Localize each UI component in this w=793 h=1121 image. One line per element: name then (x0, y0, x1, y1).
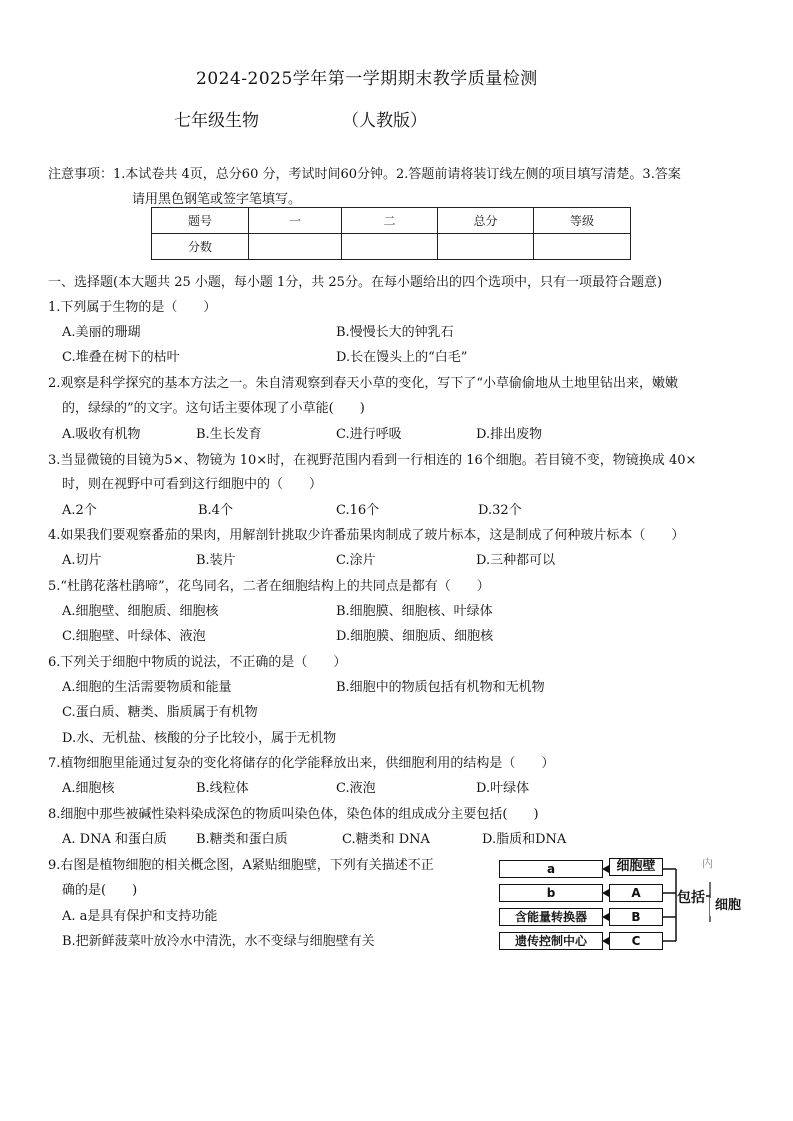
option-a: A.细胞核 (62, 781, 115, 796)
option-b: B.慢慢长大的钟乳石 (336, 325, 454, 340)
score-header-cell: 题号 (152, 208, 249, 234)
option-d: D.三种都可以 (476, 553, 556, 568)
option-b: B.糖类和蛋白质 (196, 832, 288, 847)
score-header-cell: 总分 (438, 208, 534, 234)
option-c: C.蛋白质、糖类、脂质属于有机物 (62, 705, 258, 720)
option-c: C.进行呼吸 (336, 427, 402, 442)
option-c: C.16个 (336, 503, 380, 518)
score-table-value-row (152, 234, 631, 260)
option-a: A.美丽的珊瑚 (62, 325, 141, 340)
diagram-node-b: b (499, 884, 603, 902)
question-stem: 5.“杜鹃花落杜鹃啼”，花鸟同名，二者在细胞结构上的共同点是都有（ ） (48, 579, 490, 594)
notice-line-1: 注意事项：1.本试卷共 4页，总分60 分，考试时间60分钟。2.答题前请将装订线左侧的项目填写清楚。3.答案 (48, 167, 681, 182)
question-stem: 9.右图是植物细胞的相关概念图，A紧贴细胞壁，下列有关描述不正 (48, 858, 434, 873)
option-d: D.叶绿体 (476, 781, 530, 796)
question-stem: 7.植物细胞里能通过复杂的变化将储存的化学能释放出来，供细胞利用的结构是（ ） (48, 756, 555, 771)
option-a: A. a是具有保护和支持功能 (62, 909, 218, 924)
score-input-cell[interactable] (438, 234, 534, 260)
option-d: D.32个 (478, 503, 522, 518)
option-c: C.液泡 (336, 781, 376, 796)
score-header-cell: 等级 (534, 208, 631, 234)
option-d: D.水、无机盐、核酸的分子比较小，属于无机物 (62, 731, 337, 746)
option-a: A.2个 (62, 503, 97, 518)
option-b: B.细胞膜、细胞核、叶绿体 (336, 604, 493, 619)
option-b: B.生长发育 (196, 427, 262, 442)
option-c: C.糖类和 DNA (342, 832, 430, 847)
question-stem: 8.细胞中那些被碱性染料染成深色的物质叫染色体，染色体的组成成分主要包括( ) (48, 807, 539, 822)
diagram-node-a: a (499, 860, 603, 878)
diagram-node-cell: 细胞 (710, 898, 746, 916)
option-b: B.线粒体 (196, 781, 249, 796)
score-header-cell: 一 (249, 208, 342, 234)
question-stem-cont: 确的是( ) (62, 883, 138, 898)
question-stem-cont: 的，绿绿的”的文字。这句话主要体现了小草能( ) (62, 401, 365, 416)
score-input-cell[interactable] (249, 234, 342, 260)
score-row-label: 分数 (152, 234, 249, 260)
option-d: D.细胞膜、细胞质、细胞核 (336, 629, 494, 644)
diagram-node-genetic-center: 遗传控制中心 (499, 932, 603, 950)
option-b: B.装片 (196, 553, 236, 568)
diagram-node-A: A (609, 884, 663, 902)
question-stem: 6.下列关于细胞中物质的说法，不正确的是（ ） (48, 655, 347, 670)
option-d: D.长在馒头上的“白毛” (336, 350, 468, 365)
notice-line-2: 请用黑色钢笔或签字笔填写。 (132, 192, 302, 207)
cell-concept-diagram (496, 852, 756, 960)
exam-title: 2024-2025学年第一学期期末教学质量检测 (196, 69, 538, 89)
score-table (151, 207, 631, 260)
score-header-cell: 二 (342, 208, 438, 234)
option-a: A.细胞壁、细胞质、细胞核 (62, 604, 219, 619)
question-stem: 3.当显微镜的目镜为5×、物镜为 10×时，在视野范围内看到一行相连的 16个细胞。若目镜不变，物镜换成 40× (48, 453, 697, 468)
option-a: A.吸收有机物 (62, 427, 141, 442)
option-a: A.切片 (62, 553, 102, 568)
score-table-header-row (152, 208, 631, 234)
diagram-include-label: 包括 (677, 890, 705, 906)
diagram-scrap-text: 内 (702, 857, 713, 870)
score-input-cell[interactable] (342, 234, 438, 260)
diagram-node-cell-wall: 细胞壁 (609, 858, 663, 876)
option-d: D.排出废物 (476, 427, 543, 442)
option-c: C.细胞壁、叶绿体、液泡 (62, 629, 206, 644)
option-a: A.细胞的生活需要物质和能量 (62, 680, 232, 695)
option-b: B.4个 (198, 503, 233, 518)
diagram-node-B: B (609, 908, 663, 926)
option-c: C.堆叠在树下的枯叶 (62, 350, 180, 365)
option-d: D.脂质和DNA (482, 832, 567, 847)
option-b: B.细胞中的物质包括有机物和无机物 (336, 680, 545, 695)
grade-subject: 七年级生物 (174, 111, 259, 131)
diagram-node-energy-converter: 含能量转换器 (499, 908, 603, 926)
question-stem-cont: 时，则在视野中可看到这行细胞中的（ ） (62, 477, 323, 492)
section-heading: 一、选择题(本大题共 25 小题，每小题 1分，共 25分。在每小题给出的四个选项中，只有一项最符合题意) (48, 275, 663, 290)
question-stem: 2.观察是科学探究的基本方法之一。朱自清观察到春天小草的变化，写下了“小草偷偷地从土地里钻出来，嫩嫩 (48, 376, 679, 391)
score-input-cell[interactable] (534, 234, 631, 260)
diagram-node-C: C (609, 932, 663, 950)
question-stem: 1.下列属于生物的是（ ） (48, 300, 217, 315)
option-b: B.把新鲜菠菜叶放冷水中清洗，水不变绿与细胞壁有关 (62, 934, 375, 949)
edition-label: （人教版） (342, 111, 427, 131)
question-stem: 4.如果我们要观察番茄的果肉，用解剖针挑取少许番茄果肉制成了玻片标本，这是制成了何种玻片标本（ ） (48, 528, 685, 543)
option-c: C.涂片 (336, 553, 376, 568)
option-a: A. DNA 和蛋白质 (62, 832, 167, 847)
